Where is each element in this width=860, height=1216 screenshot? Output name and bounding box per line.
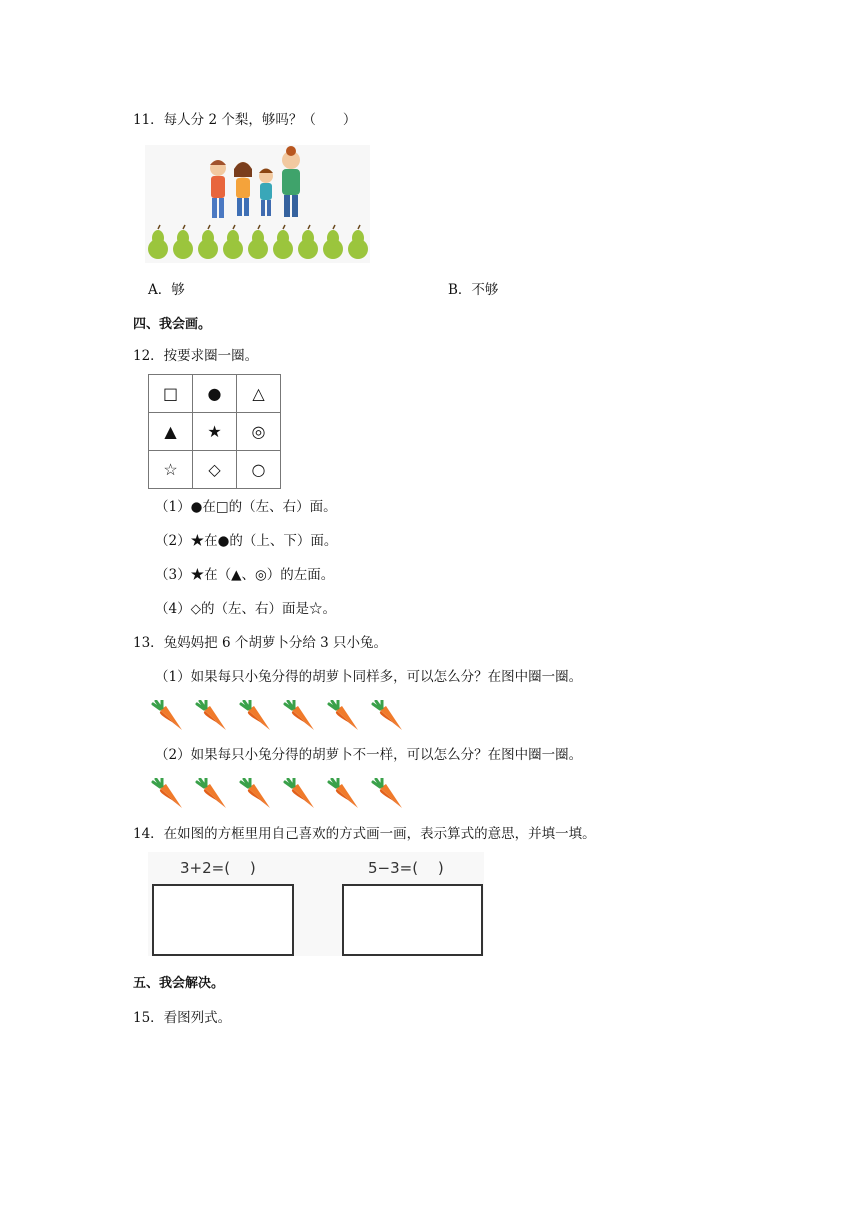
grid-cell[interactable]: ● [193,375,237,413]
carrot-row-2[interactable] [148,778,408,812]
expression-subtract: 5−3=( ) [368,859,444,877]
q12-item-4: （4）◇的（左、右）面是☆。 [155,601,336,617]
q11-option-a[interactable]: A．够 [148,282,185,298]
carrot-icon [197,778,226,808]
carrot-icon [373,700,402,730]
q12-item-1: （1）●在□的（左、右）面。 [155,499,337,515]
grid-cell[interactable]: ◎ [237,413,281,451]
carrot-icon [153,778,182,808]
expression-add: 3+2=( ) [180,859,256,877]
carrot-icon [241,700,270,730]
carrot-icon [285,700,314,730]
grid-cell[interactable]: △ [237,375,281,413]
q11-stem: 11．每人分 2 个梨，够吗？（ ） [133,112,357,128]
carrot-row-1[interactable] [148,700,408,734]
q15-stem: 15．看图列式。 [133,1010,232,1026]
q13-stem: 13．兔妈妈把 6 个胡萝卜分给 3 只小兔。 [133,635,388,651]
symbol-grid [148,374,281,489]
section-4-title: 四、我会画。 [133,317,212,332]
carrot-icon [153,700,182,730]
q13-part-1: （1）如果每只小兔分得的胡萝卜同样多，可以怎么分？在图中圈一圈。 [155,669,583,685]
q12-stem: 12．按要求圈一圈。 [133,348,259,364]
grid-cell[interactable]: ◇ [193,451,237,489]
q13-part-2: （2）如果每只小兔分得的胡萝卜不一样，可以怎么分？在图中圈一圈。 [155,747,583,763]
drawing-box-subtract[interactable] [342,884,483,956]
carrot-icon [197,700,226,730]
grid-cell[interactable]: ▲ [149,413,193,451]
section-5-title: 五、我会解决。 [133,976,225,991]
carrot-icon [241,778,270,808]
grid-cell[interactable]: ☆ [149,451,193,489]
q11-option-b[interactable]: B．不够 [448,282,499,298]
q12-item-2: （2）★在●的（上、下）面。 [155,533,338,549]
grid-cell[interactable]: ★ [193,413,237,451]
carrot-icon [373,778,402,808]
q14-stem: 14．在如图的方框里用自己喜欢的方式画一画，表示算式的意思，并填一填。 [133,826,596,842]
carrot-icon [329,700,358,730]
carrot-icon [285,778,314,808]
grid-cell[interactable]: ○ [237,451,281,489]
carrot-icon [329,778,358,808]
q12-item-3: （3）★在（▲、◎）的左面。 [155,567,335,583]
q11-picture [145,145,370,263]
drawing-box-add[interactable] [152,884,294,956]
grid-cell[interactable]: □ [149,375,193,413]
